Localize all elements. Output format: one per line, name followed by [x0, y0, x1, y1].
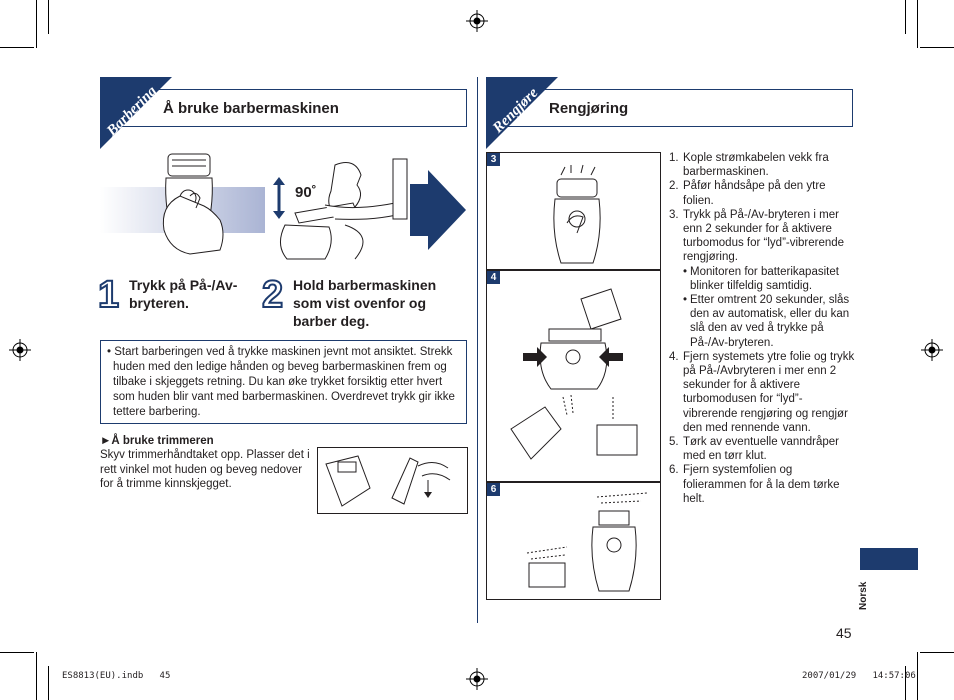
- crop-mark: [36, 652, 37, 700]
- panel-number: 6: [487, 483, 500, 496]
- drying-illustration: [517, 489, 657, 597]
- crop-mark: [905, 0, 906, 34]
- footer-timestamp: 2007/01/29 14:57:06: [802, 671, 916, 681]
- trimmer-text: Skyv trimmerhåndtaket opp. Plasser det i rett vinkel mot huden og beveg nedover for å trimme kinnskjegget.: [100, 449, 310, 490]
- tab-label-rengjore: Rengjøre: [490, 84, 542, 137]
- trimmer-heading: ►Å bruke trimmeren: [100, 435, 214, 447]
- instruction-subitem: • Etter omtrent 20 sekunder, slås den av automatisk, eller du kan slå den av ved å trykke på På-/Av-bryteren.: [683, 294, 850, 349]
- instruction-subitem: • Monitoren for batterikapasitet blinker tilfeldig samtidig.: [683, 265, 839, 292]
- step-text-2: Hold barbermaskinen som vist ovenfor og barber deg.: [293, 277, 437, 329]
- instruction-item: 1. Kople strømkabelen vekk fra barbermaskinen.: [669, 152, 829, 179]
- angle-label: 90˚: [295, 184, 317, 201]
- shaving-note-text: • Start barberingen ved å trykke maskinen jevnt mot ansiktet. Strekk huden med den ledige hånden og beveg barbermaskinen frem og tilbake i skjeggets retning. Du kan øke trykket forsiktig etter hvert som huden blir vant med barbermaskinen. Overdrevet trykk gir ikke tettere barbering.: [107, 346, 455, 418]
- crop-mark: [920, 47, 954, 48]
- step-number-1: 1: [98, 274, 120, 316]
- section-title: Å bruke barbermaskinen: [163, 100, 339, 117]
- crop-mark: [48, 0, 49, 34]
- registration-mark-icon: [921, 339, 943, 361]
- crop-mark: [917, 652, 918, 700]
- column-divider: [477, 77, 478, 623]
- trimmer-illustration-panel: [317, 447, 468, 514]
- step-number-2: 2: [262, 274, 284, 316]
- foil-removal-illustration: [501, 279, 651, 479]
- cleaning-instructions: [669, 151, 855, 506]
- panel-number: 3: [487, 153, 500, 166]
- next-arrow-icon: [410, 170, 468, 250]
- instruction-item: 4. Fjern systemets ytre folie og trykk på På-/Avbryteren i mer enn 2 sekunder for å aktivere turbomodusen for “lyd”-vibrerende rengjøring og rengjør den med rennende vann.: [669, 350, 855, 434]
- crop-mark: [920, 652, 954, 653]
- cleaning-panel-3: [486, 152, 661, 270]
- crop-mark: [0, 47, 34, 48]
- registration-mark-icon: [466, 10, 488, 32]
- crop-mark: [917, 0, 918, 48]
- footer-file: ES8813(EU).indb 45: [62, 671, 171, 681]
- registration-mark-icon: [466, 668, 488, 690]
- instruction-item: 3. Trykk på På-/Av-bryteren i mer enn 2 sekunder for å aktivere turbomodus for “lyd”-vibrerende rengjøring.: [669, 208, 845, 264]
- cleaning-panel-6: [486, 482, 661, 600]
- crop-mark: [0, 652, 34, 653]
- step-text-1: Trykk på På-/Av-bryteren.: [129, 277, 238, 311]
- section-title: Rengjøring: [549, 100, 629, 117]
- instruction-item: 2. Påfør håndsåpe på den ytre folien.: [669, 180, 826, 207]
- shaving-note-box: [100, 340, 467, 424]
- language-tab: [860, 548, 918, 570]
- page-number: 45: [836, 625, 852, 641]
- instruction-item: 5. Tørk av eventuelle vanndråper med en tørr klut.: [669, 436, 839, 463]
- shaving-face-illustration: [265, 155, 415, 260]
- registration-mark-icon: [9, 339, 31, 361]
- tab-label-barbering: Barbering: [104, 83, 161, 140]
- cleaning-panel-4: [486, 270, 661, 482]
- shaver-soap-illustration: [537, 163, 617, 268]
- instruction-item: 6. Fjern systemfolien og folierammen for å la dem tørke helt.: [669, 464, 840, 505]
- shaver-in-hand-illustration: [150, 150, 240, 260]
- trimmer-illustration: [318, 448, 467, 513]
- panel-number: 4: [487, 271, 500, 284]
- language-label: Norsk: [858, 581, 869, 610]
- crop-mark: [36, 0, 37, 48]
- crop-mark: [48, 666, 49, 700]
